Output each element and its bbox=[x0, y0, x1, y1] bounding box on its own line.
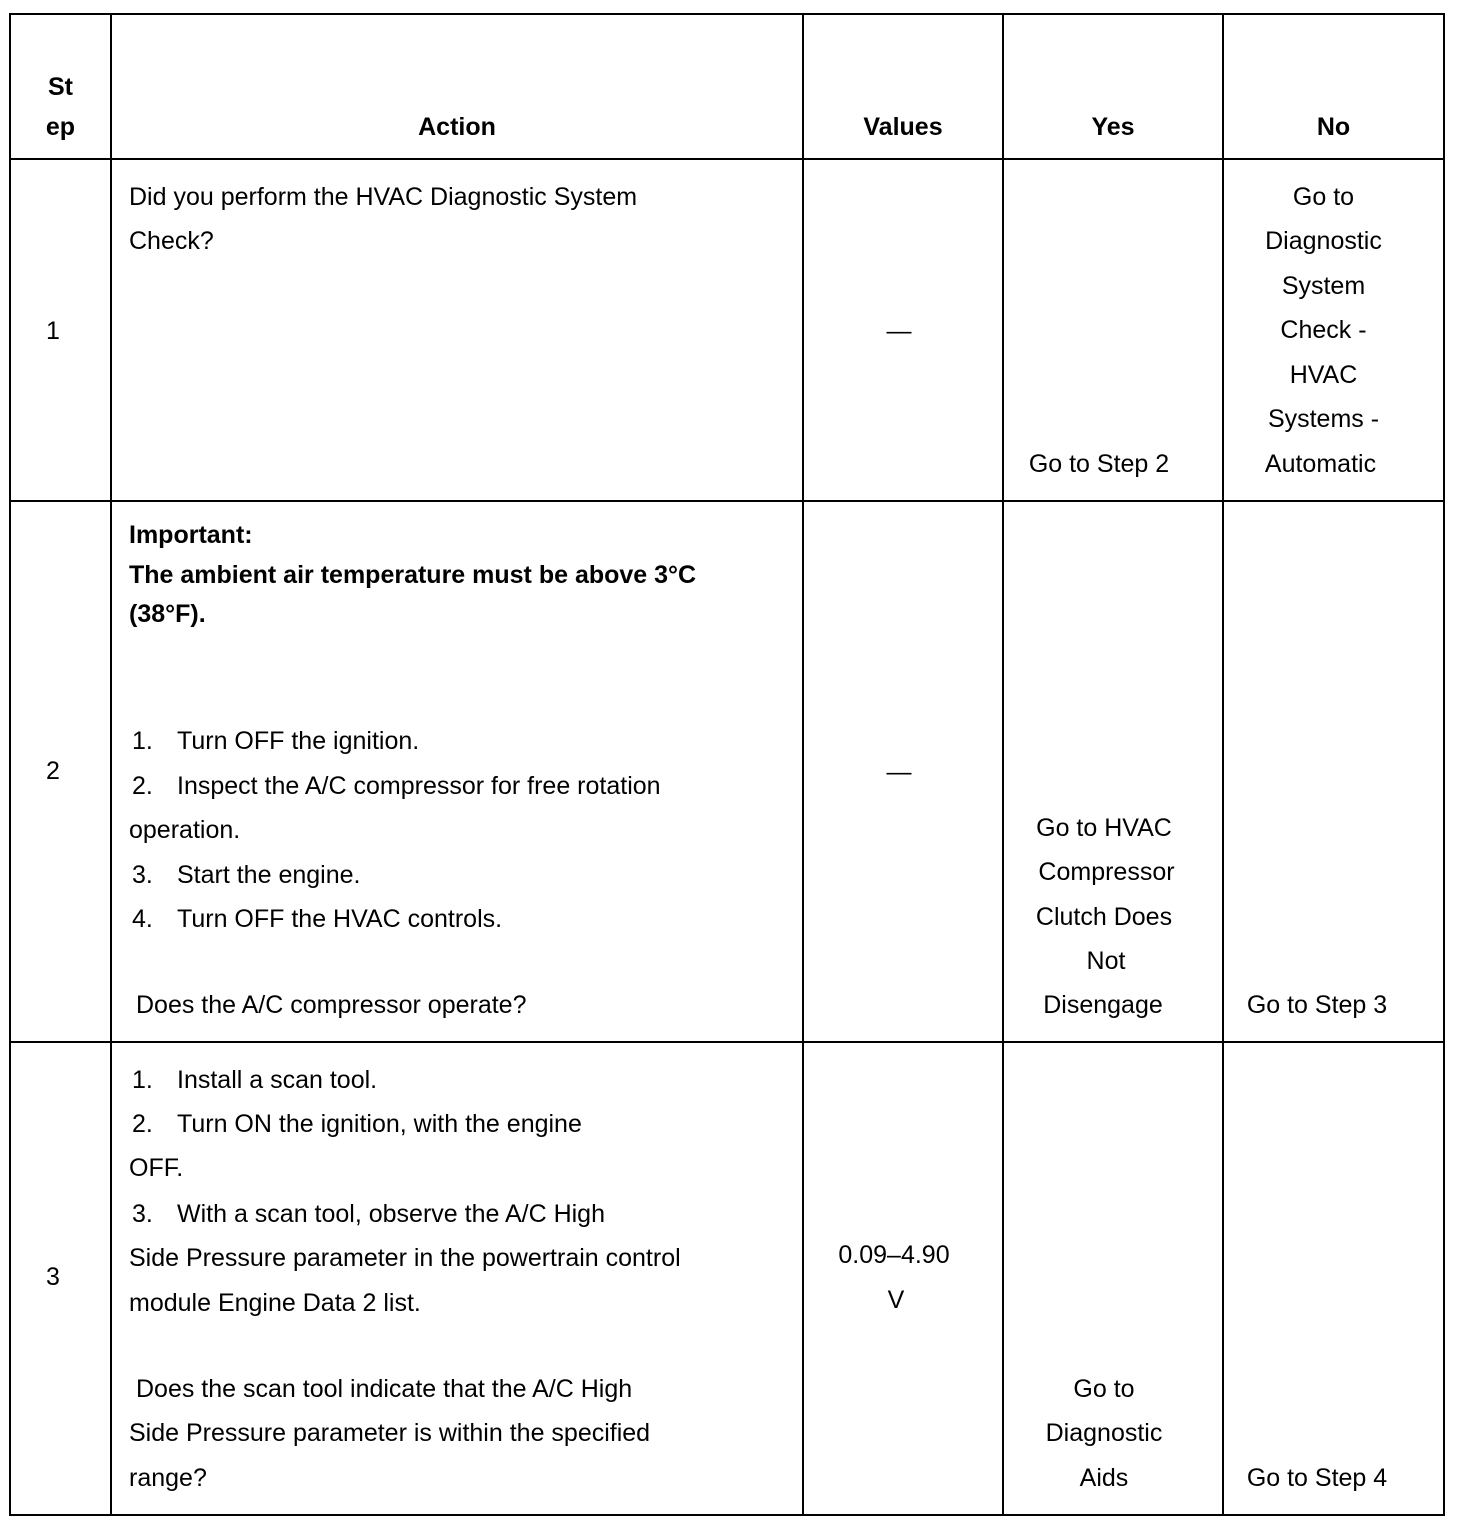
row3-step-num-1: 1. bbox=[132, 1066, 153, 1094]
row1-no-line2: Diagnostic bbox=[1265, 227, 1382, 255]
row3-no: Go to Step 4 bbox=[1246, 1464, 1388, 1492]
row2-yes-line3: Clutch Does bbox=[1035, 903, 1173, 931]
row2-step-text-3: Start the engine. bbox=[177, 861, 361, 889]
row2-step-num-2: 2. bbox=[132, 772, 153, 800]
row3-question-line2: Side Pressure parameter is within the specified bbox=[129, 1419, 651, 1447]
row2-values: — bbox=[886, 758, 912, 786]
header-yes: Yes bbox=[1091, 113, 1135, 141]
row3-step-text-3c: module Engine Data 2 list. bbox=[129, 1289, 421, 1317]
important-line2: (38°F). bbox=[129, 600, 206, 628]
row1-no-line3: System bbox=[1281, 272, 1366, 300]
row2-no: Go to Step 3 bbox=[1246, 991, 1388, 1019]
row3-question-line1: Does the scan tool indicate that the A/C High bbox=[136, 1375, 633, 1403]
header-values: Values bbox=[863, 113, 943, 141]
row2-step: 2 bbox=[46, 757, 60, 785]
row3-step-text-3b: Side Pressure parameter in the powertrain control bbox=[129, 1244, 681, 1272]
row2-yes-line2: Compressor bbox=[1038, 858, 1175, 886]
row3-values-line1: 0.09–4.90 bbox=[838, 1241, 950, 1269]
row3-yes-line3: Aids bbox=[1079, 1464, 1129, 1492]
row1-no-line4: Check - bbox=[1280, 316, 1367, 344]
col-divider-step bbox=[110, 13, 112, 1516]
row2-step-text-2b: operation. bbox=[129, 816, 241, 844]
row3-yes-line2: Diagnostic bbox=[1045, 1419, 1163, 1447]
row3-values-line2: V bbox=[887, 1286, 905, 1314]
border-bottom bbox=[9, 1514, 1445, 1516]
row1-values: — bbox=[886, 317, 912, 345]
row3-step-text-2b: OFF. bbox=[129, 1154, 184, 1182]
row2-question: Does the A/C compressor operate? bbox=[136, 991, 527, 1019]
row3-step-text-1: Install a scan tool. bbox=[177, 1066, 378, 1094]
row1-no-line7: Automatic bbox=[1264, 450, 1377, 478]
row1-no-line5: HVAC bbox=[1289, 361, 1358, 389]
row1-step: 1 bbox=[46, 317, 60, 345]
row2-step-num-3: 3. bbox=[132, 861, 153, 889]
row2-step-num-4: 4. bbox=[132, 905, 153, 933]
row1-action-line2: Check? bbox=[129, 227, 214, 255]
important-line1: The ambient air temperature must be above 3°C bbox=[129, 561, 697, 589]
row3-step-num-2: 2. bbox=[132, 1110, 153, 1138]
border-right bbox=[1443, 13, 1445, 1516]
row2-yes-line1: Go to HVAC bbox=[1036, 814, 1172, 842]
border-top bbox=[9, 13, 1445, 15]
row1-no-line1: Go to bbox=[1292, 183, 1355, 211]
row3-step: 3 bbox=[46, 1263, 60, 1291]
row2-step-text-2: Inspect the A/C compressor for free rotation bbox=[177, 772, 661, 800]
row3-step-num-3: 3. bbox=[132, 1200, 153, 1228]
row3-step-text-3: With a scan tool, observe the A/C High bbox=[177, 1200, 605, 1228]
row2-step-text-1: Turn OFF the ignition. bbox=[177, 727, 420, 755]
header-divider bbox=[9, 158, 1445, 160]
row3-step-text-2: Turn ON the ignition, with the engine bbox=[177, 1110, 582, 1138]
row1-yes: Go to Step 2 bbox=[1028, 450, 1170, 478]
row-divider-2 bbox=[9, 1041, 1445, 1043]
row-divider-1 bbox=[9, 500, 1445, 502]
header-no: No bbox=[1316, 113, 1351, 141]
header-action: Action bbox=[418, 113, 496, 141]
important-label: Important: bbox=[129, 521, 253, 549]
row3-question-line3: range? bbox=[129, 1464, 207, 1492]
row3-yes-line1: Go to bbox=[1073, 1375, 1135, 1403]
row2-step-text-4: Turn OFF the HVAC controls. bbox=[177, 905, 503, 933]
row2-yes-line4: Not bbox=[1086, 947, 1126, 975]
col-divider-values bbox=[1002, 13, 1004, 1516]
row2-step-num-1: 1. bbox=[132, 727, 153, 755]
row1-no-line6: Systems - bbox=[1267, 405, 1380, 433]
row2-yes-line5: Disengage bbox=[1043, 991, 1163, 1019]
header-step-line2: ep bbox=[45, 113, 76, 141]
header-step-line1: St bbox=[48, 73, 73, 101]
row1-action-line1: Did you perform the HVAC Diagnostic System bbox=[129, 183, 638, 211]
